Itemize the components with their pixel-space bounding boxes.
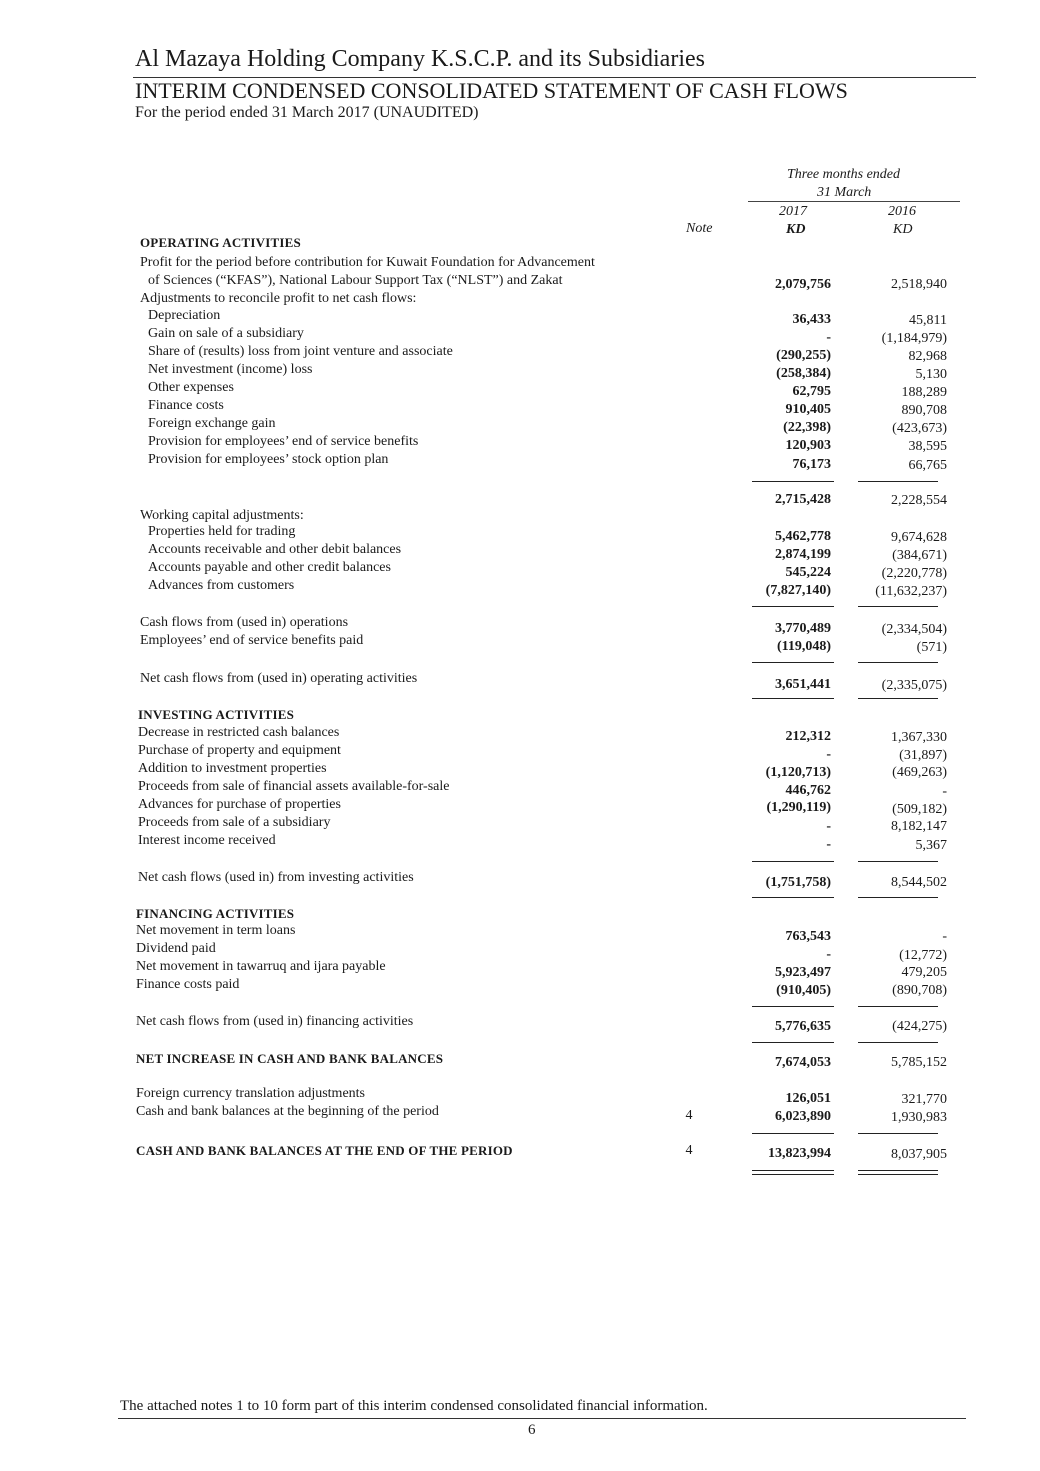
row-label: Foreign currency translation adjustments xyxy=(136,1086,365,1101)
value-2017: 910,405 xyxy=(785,402,831,417)
value-2016: 479,205 xyxy=(901,965,947,980)
value-2016: - xyxy=(942,784,947,799)
subtotal-rule xyxy=(858,481,938,482)
footer-note: The attached notes 1 to 10 form part of this interim condensed consolidated financial information. xyxy=(120,1398,708,1414)
value-2016: (12,772) xyxy=(899,948,947,963)
row-label: Advances for purchase of properties xyxy=(138,797,341,812)
row-label: Net movement in term loans xyxy=(136,923,296,938)
row-label: Working capital adjustments: xyxy=(140,508,304,523)
row-label: Provision for employees’ stock option plan xyxy=(148,452,389,467)
subtotal-rule xyxy=(858,897,938,898)
row-label: Net investment (income) loss xyxy=(148,362,313,377)
value-2017: 446,762 xyxy=(785,783,831,798)
value-2017: 36,433 xyxy=(792,312,831,327)
row-label: Finance costs xyxy=(148,398,224,413)
row-label: CASH AND BANK BALANCES AT THE END OF THE PERIOD xyxy=(136,1143,513,1158)
value-2016: 8,544,502 xyxy=(891,875,947,890)
note-ref: 4 xyxy=(685,1143,693,1158)
subtotal-rule xyxy=(752,897,834,898)
note-ref: 4 xyxy=(685,1108,693,1123)
subtotal-rule xyxy=(752,1133,834,1134)
row-label: Addition to investment properties xyxy=(138,761,327,776)
value-2016: 890,708 xyxy=(901,403,947,418)
statement-title: INTERIM CONDENSED CONSOLIDATED STATEMENT OF CASH FLOWS xyxy=(135,78,848,103)
value-2017: 545,224 xyxy=(785,565,831,580)
unit-2016-heading: KD xyxy=(893,222,913,237)
row-label: Foreign exchange gain xyxy=(148,416,276,431)
row-label: Advances from customers xyxy=(148,578,295,593)
row-label: Purchase of property and equipment xyxy=(138,743,341,758)
company-title: Al Mazaya Holding Company K.S.C.P. and its Subsidiaries xyxy=(135,46,705,72)
value-2016: 38,595 xyxy=(908,439,947,454)
row-label: Depreciation xyxy=(148,308,221,323)
value-2017: 62,795 xyxy=(792,384,831,399)
value-2017: 3,770,489 xyxy=(775,621,831,636)
value-2017: 7,674,053 xyxy=(775,1055,831,1070)
row-label: Other expenses xyxy=(148,380,234,395)
subtotal-rule xyxy=(858,1042,938,1043)
row-label: Gain on sale of a subsidiary xyxy=(148,326,304,341)
value-2017: 763,543 xyxy=(785,929,831,944)
column-group-heading-line1: Three months ended xyxy=(787,167,901,182)
subtotal-rule xyxy=(752,1042,834,1043)
value-2016: 1,367,330 xyxy=(891,730,947,745)
value-2016: - xyxy=(942,929,947,944)
value-2017: - xyxy=(826,837,831,852)
value-2016: 2,228,554 xyxy=(891,493,947,508)
row-label: Accounts receivable and other debit balances xyxy=(148,542,402,557)
row-label: Net cash flows (used in) from investing activities xyxy=(138,870,414,885)
value-2017: (1,120,713) xyxy=(765,765,831,780)
value-2017: (119,048) xyxy=(776,639,831,654)
total-double-rule xyxy=(858,1170,938,1175)
row-label: of Sciences (“KFAS”), National Labour Support Tax (“NLST”) and Zakat xyxy=(148,273,563,288)
subtotal-rule xyxy=(752,861,834,862)
row-label: Decrease in restricted cash balances xyxy=(138,725,340,740)
value-2017: (290,255) xyxy=(776,348,831,363)
value-2016: (31,897) xyxy=(899,748,947,763)
period-subtitle: For the period ended 31 March 2017 (UNAUDITED) xyxy=(135,104,479,121)
row-label: Net cash flows from (used in) financing activities xyxy=(136,1014,414,1029)
value-2017: (1,290,119) xyxy=(766,800,831,815)
value-2016: (1,184,979) xyxy=(881,331,947,346)
value-2016: 188,289 xyxy=(901,385,947,400)
value-2016: 5,130 xyxy=(915,367,947,382)
row-label: Accounts payable and other credit balances xyxy=(148,560,391,575)
subtotal-rule xyxy=(858,861,938,862)
value-2017: 5,462,778 xyxy=(775,529,831,544)
value-2016: 8,037,905 xyxy=(891,1147,947,1162)
subtotal-rule xyxy=(858,698,938,699)
row-label: Proceeds from sale of financial assets available-for-sale xyxy=(138,779,450,794)
value-2016: (571) xyxy=(916,640,947,655)
row-label: INVESTING ACTIVITIES xyxy=(138,707,295,722)
subtotal-rule xyxy=(752,481,834,482)
value-2016: 2,518,940 xyxy=(891,277,947,292)
value-2016: (2,334,504) xyxy=(881,622,947,637)
row-label: NET INCREASE IN CASH AND BANK BALANCES xyxy=(136,1051,444,1066)
page-number: 6 xyxy=(528,1422,536,1438)
value-2017: 2,079,756 xyxy=(775,277,831,292)
subtotal-rule xyxy=(858,662,938,663)
value-2016: 66,765 xyxy=(908,458,947,473)
row-label: Proceeds from sale of a subsidiary xyxy=(138,815,331,830)
row-label: Provision for employees’ end of service benefits xyxy=(148,434,419,449)
value-2016: (424,275) xyxy=(892,1019,947,1034)
value-2016: (384,671) xyxy=(892,548,947,563)
value-2016: 5,785,152 xyxy=(891,1055,947,1070)
value-2017: 212,312 xyxy=(785,729,831,744)
value-2016: 321,770 xyxy=(901,1092,947,1107)
row-label: FINANCING ACTIVITIES xyxy=(136,906,295,921)
value-2016: (469,263) xyxy=(892,765,947,780)
total-double-rule xyxy=(752,1170,834,1175)
subtotal-rule xyxy=(752,1006,834,1007)
value-2017: (258,384) xyxy=(776,366,831,381)
year-2016-heading: 2016 xyxy=(888,204,916,219)
subtotal-rule xyxy=(858,1133,938,1134)
value-2017: - xyxy=(826,330,831,345)
value-2017: 3,651,441 xyxy=(775,677,831,692)
value-2017: 5,776,635 xyxy=(775,1019,831,1034)
value-2017: 126,051 xyxy=(785,1091,831,1106)
row-label: Employees’ end of service benefits paid xyxy=(140,633,364,648)
subtotal-rule xyxy=(858,606,938,607)
value-2017: 5,923,497 xyxy=(775,965,831,980)
year-2017-heading: 2017 xyxy=(779,204,807,219)
row-label: Properties held for trading xyxy=(148,524,296,539)
unit-2017-heading: KD xyxy=(786,222,806,237)
row-label: Share of (results) loss from joint venture and associate xyxy=(148,344,453,359)
row-label: Finance costs paid xyxy=(136,977,240,992)
subtotal-rule xyxy=(858,1006,938,1007)
value-2017: (22,398) xyxy=(783,420,831,435)
value-2016: (2,335,075) xyxy=(881,678,947,693)
value-2017: - xyxy=(826,947,831,962)
row-label: Cash flows from (used in) operations xyxy=(140,615,349,630)
value-2016: (890,708) xyxy=(892,983,947,998)
value-2017: 2,715,428 xyxy=(775,492,831,507)
column-group-heading-line2: 31 March xyxy=(817,185,872,200)
row-label: OPERATING ACTIVITIES xyxy=(140,235,301,250)
row-label: Net movement in tawarruq and ijara payable xyxy=(136,959,386,974)
row-label: Dividend paid xyxy=(136,941,216,956)
value-2016: 8,182,147 xyxy=(891,819,947,834)
value-2017: (7,827,140) xyxy=(765,583,831,598)
value-2017: (910,405) xyxy=(776,983,831,998)
note-column-heading: Note xyxy=(686,221,713,236)
value-2016: 82,968 xyxy=(908,349,947,364)
value-2016: 45,811 xyxy=(909,313,947,328)
row-label: Cash and bank balances at the beginning of the period xyxy=(136,1104,439,1119)
value-2016: (2,220,778) xyxy=(881,566,947,581)
row-label: Net cash flows from (used in) operating activities xyxy=(140,671,418,686)
value-2017: 13,823,994 xyxy=(768,1146,831,1161)
value-2016: 1,930,983 xyxy=(891,1110,947,1125)
row-label: Profit for the period before contribution for Kuwait Foundation for Advancement xyxy=(140,255,595,270)
subtotal-rule xyxy=(752,698,834,699)
value-2016: (509,182) xyxy=(892,802,947,817)
value-2017: - xyxy=(826,747,831,762)
value-2017: 6,023,890 xyxy=(775,1109,831,1124)
subtotal-rule xyxy=(752,606,834,607)
value-2017: 2,874,199 xyxy=(775,547,831,562)
subtotal-rule xyxy=(752,662,834,663)
value-2017: 120,903 xyxy=(785,438,831,453)
footer-rule xyxy=(118,1418,966,1419)
value-2016: (423,673) xyxy=(892,421,947,436)
value-2016: 5,367 xyxy=(915,838,947,853)
value-2017: - xyxy=(826,819,831,834)
value-2017: 76,173 xyxy=(792,457,831,472)
value-2017: (1,751,758) xyxy=(765,875,831,890)
value-2016: 9,674,628 xyxy=(891,530,947,545)
row-label: Interest income received xyxy=(138,833,276,848)
column-group-rule xyxy=(748,201,960,202)
value-2016: (11,632,237) xyxy=(875,584,947,599)
row-label: Adjustments to reconcile profit to net cash flows: xyxy=(140,291,417,306)
